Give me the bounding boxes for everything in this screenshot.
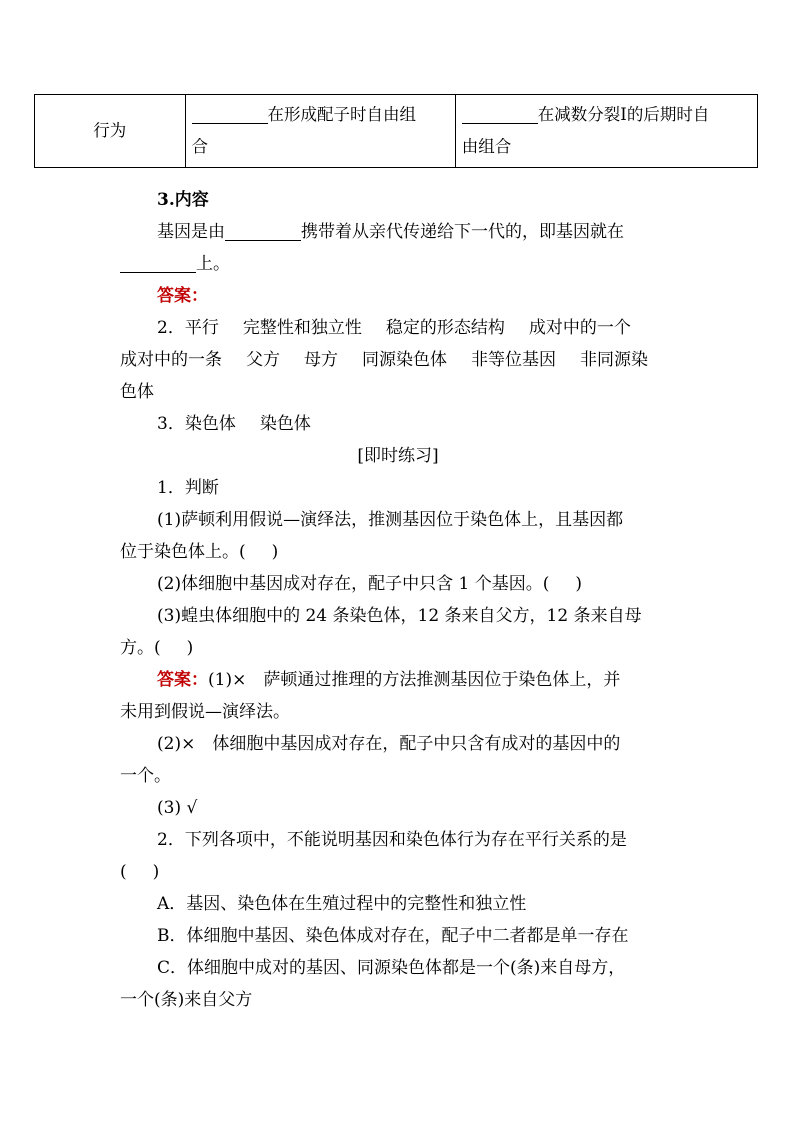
answer-line: 一个。 (120, 766, 171, 786)
fill-blank (225, 222, 301, 241)
answer-line: (3) √ (157, 798, 198, 818)
practice-heading: [即时练习] (357, 446, 439, 466)
question-line: 方。( ) (120, 638, 194, 658)
option-a: A．基因、染色体在生殖过程中的完整性和独立性 (157, 894, 527, 914)
fill-blank (192, 105, 268, 124)
section-heading: 3.内容 (157, 190, 209, 210)
answer-line: 3．染色体 染色体 (157, 414, 311, 434)
table-row (35, 95, 758, 168)
gene-behavior-cell: 在形成配子时自由组 合 (185, 95, 455, 168)
answer-line: 答案：(1)× 萨顿通过推理的方法推测基因位于染色体上，并 (157, 670, 621, 690)
question-line: (2)体细胞中基因成对存在，配子中只含 1 个基因。( ) (157, 574, 582, 594)
answer-line: 成对中的一条 父方 母方 同源染色体 非等位基因 非同源染 (120, 350, 648, 370)
question-stem: ( ) (120, 862, 160, 882)
question-line: (3)蝗虫体细胞中的 24 条染色体，12 条来自父方，12 条来自母 (157, 606, 642, 626)
fill-blank (462, 105, 538, 124)
text-line: 上。 (120, 248, 676, 280)
option-b: B．体细胞中基因、染色体成对存在，配子中二者都是单一存在 (157, 926, 629, 946)
answer-line: (2)× 体细胞中基因成对存在，配子中只含有成对的基因中的 (157, 734, 621, 754)
document-body (120, 184, 676, 1016)
question-line: (1)萨顿利用假说—演绎法，推测基因位于染色体上，且基因都 (157, 510, 624, 530)
option-c: C．体细胞中成对的基因、同源染色体都是一个(条)来自母方， (157, 958, 626, 978)
answer-line: 2．平行 完整性和独立性 稳定的形态结构 成对中的一个 (157, 318, 631, 338)
question-title: 1．判断 (157, 478, 219, 498)
comparison-table (34, 94, 758, 168)
text-line: 基因是由 携带着从亲代传递给下一代的，即基因就在 (157, 222, 624, 242)
fill-blank (120, 254, 196, 273)
answer-line: 未用到假说—演绎法。 (120, 702, 290, 722)
chromosome-behavior-cell: 在减数分裂Ⅰ的后期时自 由组合 (455, 95, 757, 168)
answer-label: 答案： (157, 286, 208, 306)
option-c-continued: 一个(条)来自父方 (120, 990, 253, 1010)
question-stem: 2．下列各项中，不能说明基因和染色体行为存在平行关系的是 (157, 830, 627, 850)
answer-line: 色体 (120, 382, 154, 402)
row-label-cell: 行为 (35, 95, 186, 168)
question-line: 位于染色体上。( ) (120, 542, 279, 562)
